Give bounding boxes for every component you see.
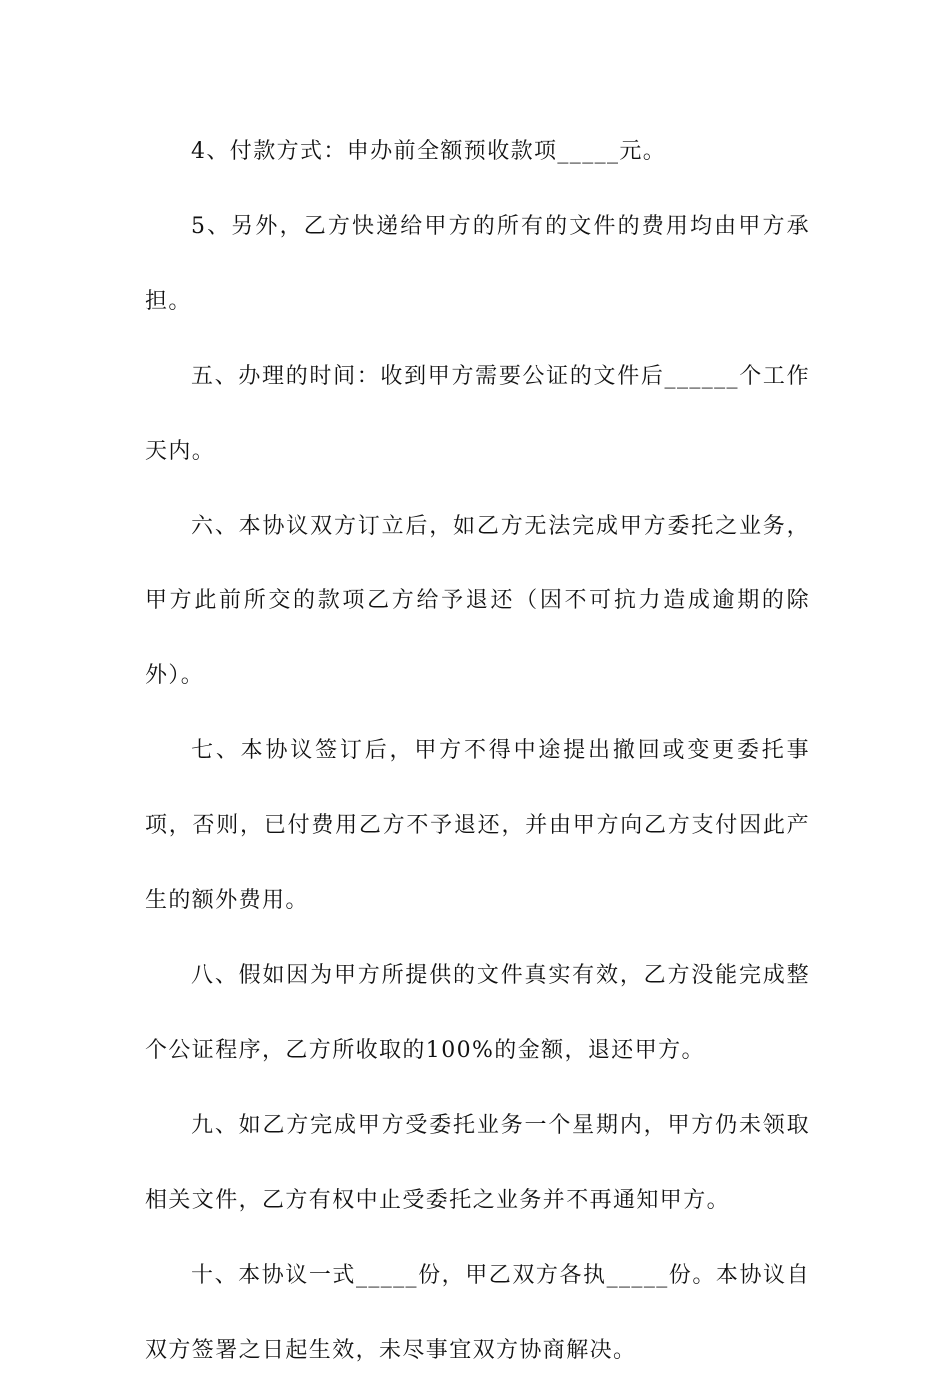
clause-payment-method: 4、付款方式：申办前全额预收款项_____元。 (191, 139, 667, 164)
clause-unclaimed-documents: 九、如乙方完成甲方受委托业务一个星期内，甲方仍未领取相关文件，乙方有权中止受委托之业务并不再通知甲方。 (145, 1112, 810, 1213)
clause-full-refund: 八、假如因为甲方所提供的文件真实有效，乙方没能完成整个公证程序，乙方所收取的100%的金额，退还甲方。 (145, 962, 810, 1063)
clause-copies-effective: 十、本协议一式_____份，甲乙双方各执_____份。本协议自双方签署之日起生效，未尽事宜双方协商解决。 (145, 1262, 810, 1363)
clause-no-withdrawal: 七、本协议签订后，甲方不得中途提出撤回或变更委托事项，否则，已付费用乙方不予退还，并由甲方向乙方支付因此产生的额外费用。 (145, 738, 810, 914)
clause-refund-on-failure: 六、本协议双方订立后，如乙方无法完成甲方委托之业务，甲方此前所交的款项乙方给予退还（因不可抗力造成逾期的除外）。 (145, 513, 810, 689)
document-body (145, 115, 810, 1388)
clause-courier-fees: 5、另外，乙方快递给甲方的所有的文件的费用均由甲方承担。 (145, 213, 810, 314)
clause-processing-time: 五、办理的时间：收到甲方需要公证的文件后______个工作天内。 (145, 363, 810, 464)
